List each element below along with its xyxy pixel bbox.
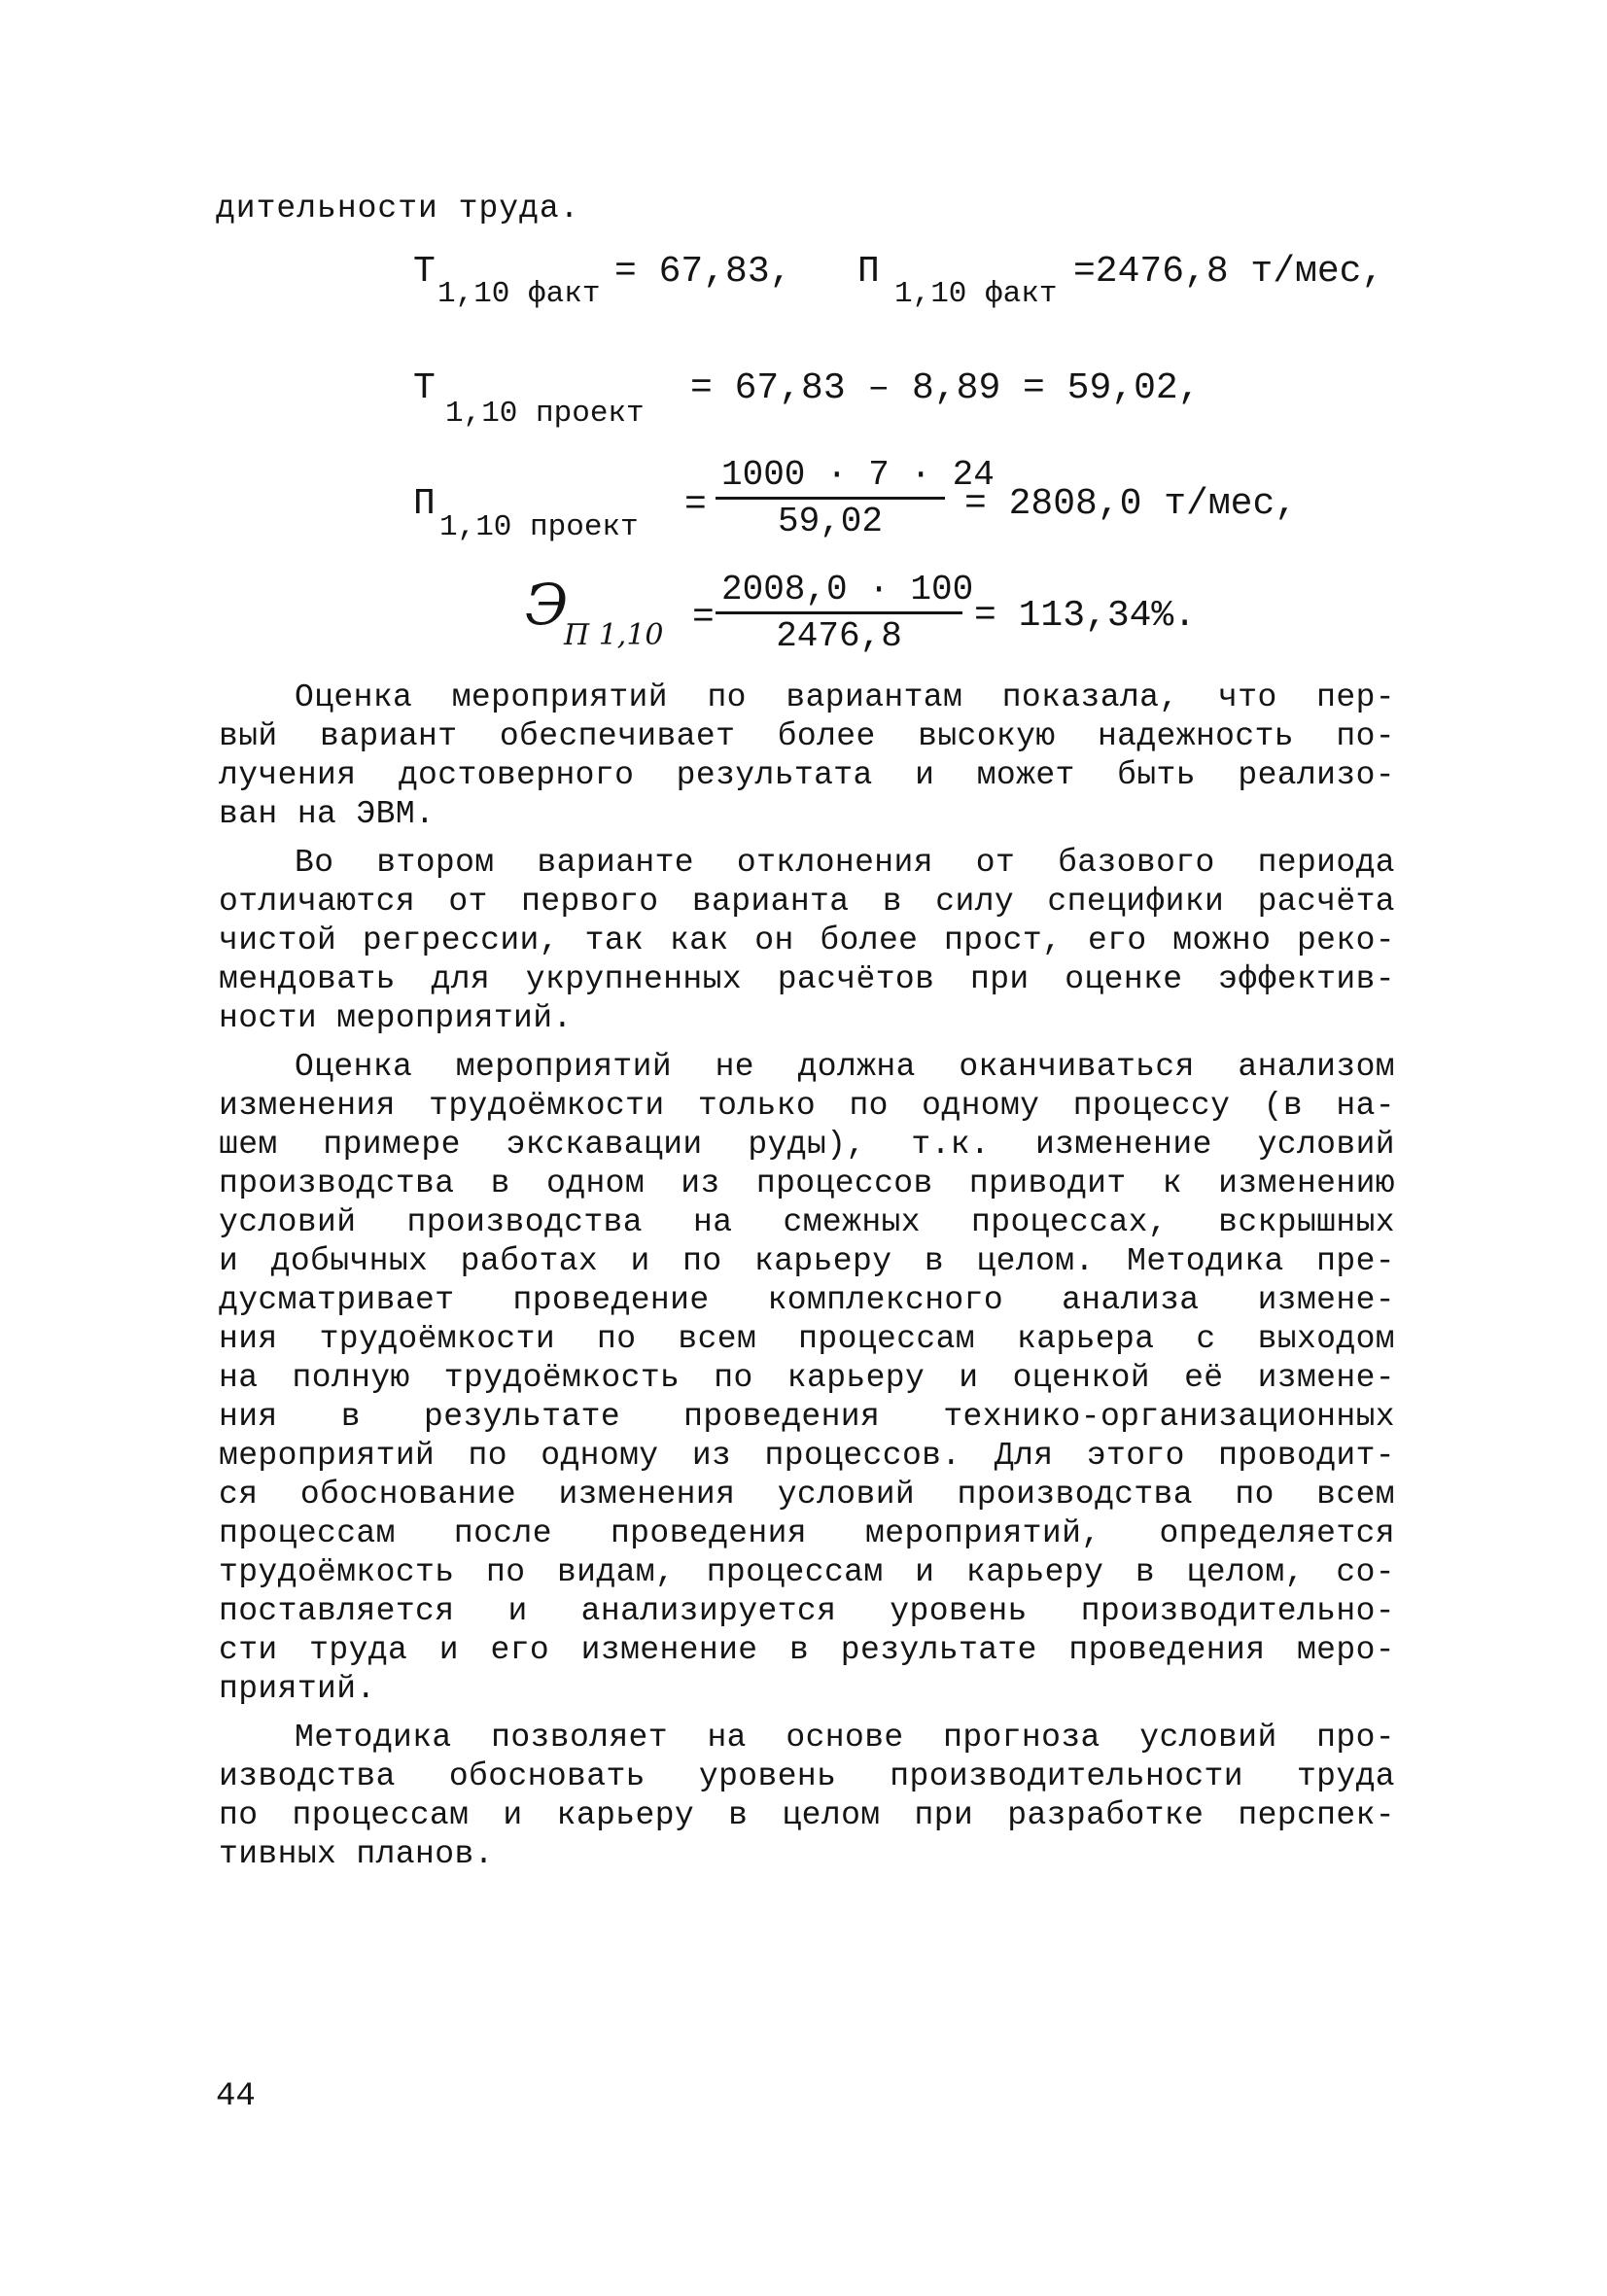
- body-text: [219, 678, 1395, 1884]
- formula-4-subscript: П 1,10: [564, 618, 664, 652]
- formula-4-value: = 113,34%.: [974, 595, 1197, 637]
- paragraph-4: [219, 1719, 1395, 1874]
- formula-1b-symbol: П: [857, 251, 880, 293]
- paragraph-line: чистой регрессии, так как он более прост, его можно реко-: [219, 922, 1395, 958]
- formula-2-value: = 67,83 – 8,89 = 59,02,: [690, 367, 1201, 409]
- paragraph-line: ся обоснование изменения условий производства по всем: [219, 1477, 1395, 1513]
- paragraph-line: ван на ЭВМ.: [219, 796, 436, 832]
- paragraph-line: отличаются от первого варианта в силу специфики расчёта: [219, 884, 1395, 920]
- formula-4-numerator: 2008,0 · 100: [716, 570, 962, 614]
- paragraph-line: процессам после проведения мероприятий, определяется: [219, 1515, 1395, 1551]
- formula-3-value: = 2808,0 т/мес,: [964, 483, 1298, 525]
- formula-1b-value: =2476,8 т/мес,: [1073, 251, 1384, 293]
- formula-3-subscript: 1,10 проект: [439, 510, 639, 544]
- formula-4-symbol: Э: [525, 572, 569, 638]
- formula-3-numerator: 1000 · 7 · 24: [716, 455, 945, 500]
- formula-1-subscript: 1,10 факт: [437, 277, 601, 311]
- formula-4-equals: =: [692, 597, 715, 639]
- formula-3-denominator: 59,02: [777, 502, 884, 541]
- paragraph-3: [219, 1048, 1395, 1709]
- paragraph-line: приятий.: [219, 1671, 376, 1707]
- paragraph-line: сти труда и его изменение в результате проведения меро-: [219, 1632, 1395, 1668]
- paragraph-line: Во втором варианте отклонения от базового периода: [295, 845, 1395, 881]
- paragraph-line: Методика позволяет на основе прогноза условий про-: [295, 1720, 1395, 1756]
- formula-3-equals: =: [684, 484, 707, 526]
- formula-2-symbol: Т: [413, 367, 436, 409]
- paragraph-line: и добычных работах и по карьеру в целом. Методика пре-: [219, 1243, 1395, 1279]
- paragraph-line: на полную трудоёмкость по карьеру и оценкой её измене-: [219, 1360, 1395, 1396]
- paragraph-line: трудоёмкость по видам, процессам и карьеру в целом, со-: [219, 1554, 1395, 1590]
- paragraph-line: ния в результате проведения технико-организационных: [219, 1399, 1395, 1435]
- paragraph-line: изменения трудоёмкости только по одному процессу (в на-: [219, 1088, 1395, 1124]
- page-number: 44: [216, 2078, 256, 2115]
- formula-4-denominator: 2476,8: [776, 616, 902, 656]
- intro-line: дительности труда.: [216, 191, 580, 226]
- paragraph-line: ности мероприятий.: [219, 1000, 573, 1036]
- formula-1-symbol: Т: [413, 251, 436, 293]
- paragraph-line: дусматривает проведение комплексного анализа измене-: [219, 1282, 1395, 1318]
- paragraph-line: производства в одном из процессов приводит к изменению: [219, 1165, 1395, 1201]
- paragraph-line: мероприятий по одному из процессов. Для этого проводит-: [219, 1438, 1395, 1474]
- formula-3-symbol: П: [413, 483, 436, 525]
- formula-1b-subscript: 1,10 факт: [894, 277, 1058, 311]
- paragraph-line: тивных планов.: [219, 1836, 494, 1872]
- paragraph-line: изводства обосновать уровень производительности труда: [219, 1758, 1395, 1794]
- paragraph-2: [219, 844, 1395, 1038]
- paragraph-line: поставляется и анализируется уровень производительно-: [219, 1593, 1395, 1629]
- paragraph-line: ния трудоёмкости по всем процессам карьера с выходом: [219, 1321, 1395, 1357]
- paragraph-line: шем примере экскавации руды), т.к. изменение условий: [219, 1127, 1395, 1163]
- paragraph-1: [219, 678, 1395, 834]
- paragraph-line: мендовать для укрупненных расчётов при оценке эффектив-: [219, 961, 1395, 997]
- formula-4-fraction: [716, 570, 974, 656]
- paragraph-line: по процессам и карьеру в целом при разработке перспек-: [219, 1797, 1395, 1833]
- paragraph-line: лучения достоверного результата и может быть реализо-: [219, 757, 1395, 793]
- formula-2-subscript: 1,10 проект: [445, 397, 645, 431]
- paragraph-line: вый вариант обеспечивает более высокую надежность по-: [219, 718, 1395, 754]
- paragraph-line: Оценка мероприятий не должна оканчиваться анализом: [295, 1049, 1395, 1085]
- formula-1-value: = 67,83,: [614, 251, 792, 293]
- paragraph-line: Оценка мероприятий по вариантам показала, что пер-: [295, 679, 1395, 715]
- paragraph-line: условий производства на смежных процессах, вскрышных: [219, 1204, 1395, 1240]
- formula-3-fraction: [716, 455, 995, 541]
